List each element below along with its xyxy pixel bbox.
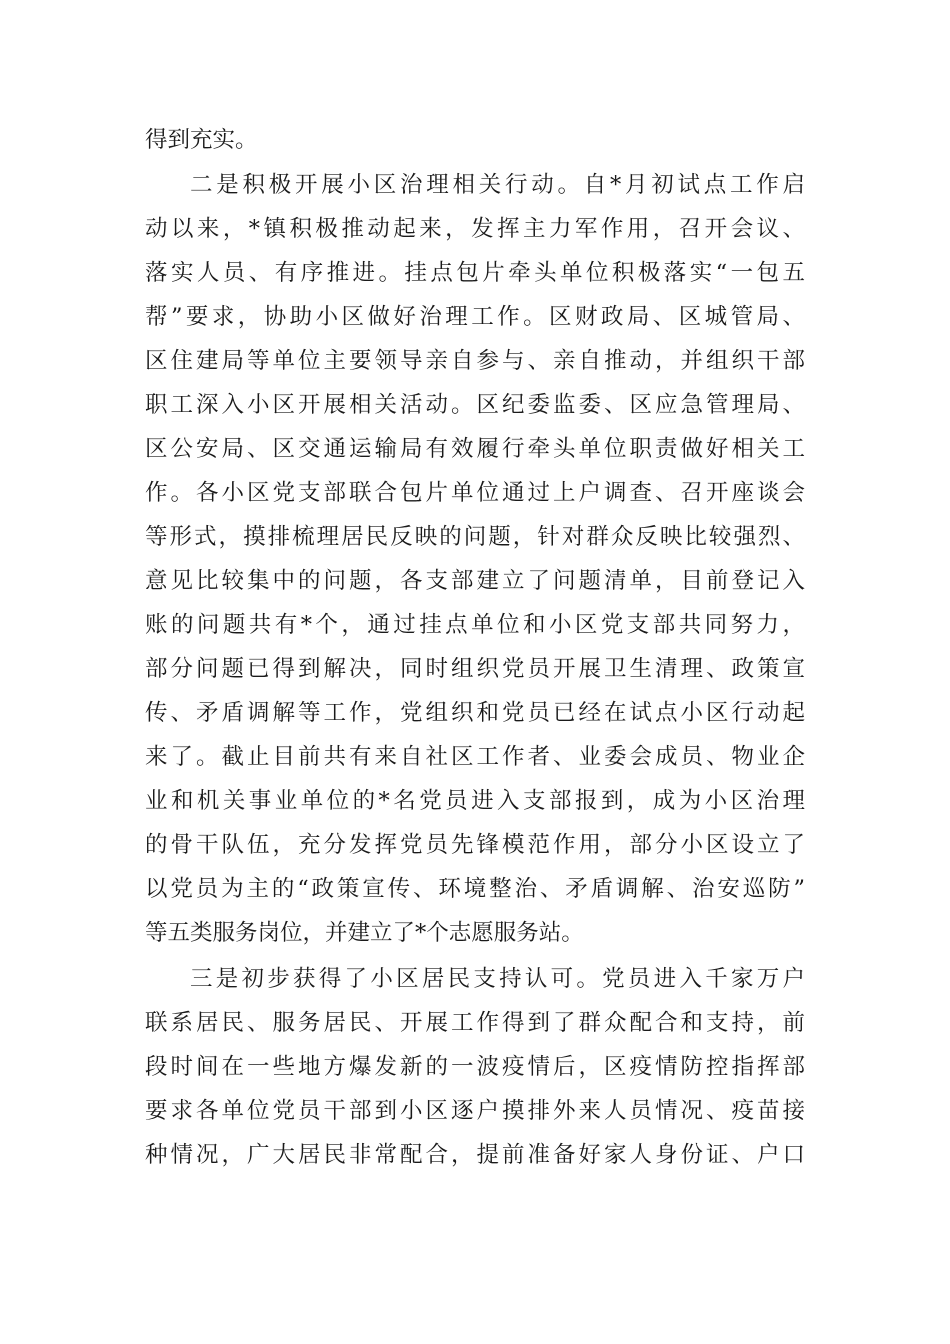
text-line: 联系居民、服务居民、开展工作得到了群众配合和支持，前 bbox=[145, 1010, 805, 1036]
text-line: 业和机关事业单位的*名党员进入支部报到，成为小区治理 bbox=[145, 788, 805, 814]
text-line: 二是积极开展小区治理相关行动。自*月初试点工作启 bbox=[190, 172, 805, 198]
text-line: 来了。截止目前共有来自社区工作者、业委会成员、物业企 bbox=[145, 744, 805, 770]
text-line: 得到充实。 bbox=[145, 127, 258, 153]
text-line: 种情况，广大居民非常配合，提前准备好家人身份证、户口 bbox=[145, 1142, 805, 1168]
text-line: 区住建局等单位主要领导亲自参与、亲自推动，并组织干部 bbox=[145, 348, 805, 374]
text-line: 三是初步获得了小区居民支持认可。党员进入千家万户 bbox=[190, 966, 805, 992]
text-line: 职工深入小区开展相关活动。区纪委监委、区应急管理局、 bbox=[145, 392, 805, 418]
text-line: 帮”要求，协助小区做好治理工作。区财政局、区城管局、 bbox=[145, 304, 805, 330]
text-line: 等形式，摸排梳理居民反映的问题，针对群众反映比较强烈、 bbox=[145, 524, 805, 550]
text-line: 传、矛盾调解等工作，党组织和党员已经在试点小区行动起 bbox=[145, 700, 805, 726]
text-line: 等五类服务岗位，并建立了*个志愿服务站。 bbox=[145, 920, 584, 946]
text-line: 作。各小区党支部联合包片单位通过上户调查、召开座谈会 bbox=[145, 480, 805, 506]
text-line: 部分问题已得到解决，同时组织党员开展卫生清理、政策宣 bbox=[145, 656, 805, 682]
text-line: 区公安局、区交通运输局有效履行牵头单位职责做好相关工 bbox=[145, 436, 805, 462]
text-line: 动以来，*镇积极推动起来，发挥主力军作用，召开会议、 bbox=[145, 216, 805, 242]
text-line: 要求各单位党员干部到小区逐户摸排外来人员情况、疫苗接 bbox=[145, 1098, 805, 1124]
text-line: 意见比较集中的问题，各支部建立了问题清单，目前登记入 bbox=[145, 568, 805, 594]
text-line: 的骨干队伍，充分发挥党员先锋模范作用，部分小区设立了 bbox=[145, 832, 805, 858]
text-line: 以党员为主的“政策宣传、环境整治、矛盾调解、治安巡防” bbox=[145, 876, 805, 902]
text-line: 账的问题共有*个，通过挂点单位和小区党支部共同努力， bbox=[145, 612, 805, 638]
text-line: 落实人员、有序推进。挂点包片牵头单位积极落实“一包五 bbox=[145, 260, 805, 286]
text-line: 段时间在一些地方爆发新的一波疫情后，区疫情防控指挥部 bbox=[145, 1054, 805, 1080]
